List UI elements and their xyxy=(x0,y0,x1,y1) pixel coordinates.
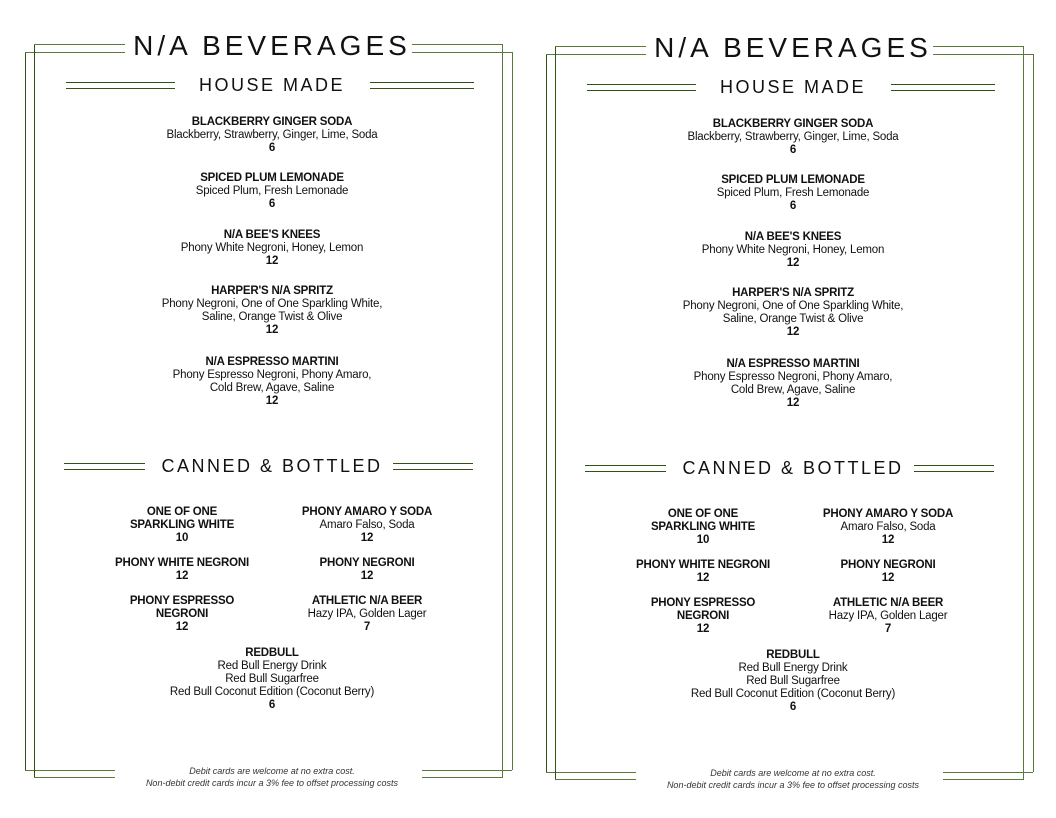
item-price: 6 xyxy=(789,200,797,212)
item-price: 10 xyxy=(175,532,189,544)
item-price: 12 xyxy=(696,572,710,584)
item-name: BLACKBERRY GINGER SODA xyxy=(191,116,353,128)
menu-item xyxy=(521,358,1056,410)
item-name: ATHLETIC N/A BEER xyxy=(832,597,944,609)
item-name: REDBULL xyxy=(245,647,299,659)
item-name: PHONY NEGRONI xyxy=(840,559,936,571)
menu-item xyxy=(82,506,282,545)
item-name: PHONY ESPRESSO NEGRONI xyxy=(129,595,235,620)
menu-item xyxy=(603,597,803,636)
item-name: PHONY WHITE NEGRONI xyxy=(115,557,249,569)
item-desc: Amaro Falso, Soda xyxy=(840,521,936,533)
item-name: N/A BEE'S KNEES xyxy=(223,229,321,241)
menu-item xyxy=(0,647,544,712)
item-desc: Phony Negroni, One of One Sparkling White, Saline, Orange Twist & Olive xyxy=(682,300,904,325)
item-name: PHONY AMARO Y SODA xyxy=(822,508,954,520)
section-heading-house-made: HOUSE MADE xyxy=(198,75,346,95)
item-name: PHONY ESPRESSO NEGRONI xyxy=(650,597,756,622)
item-name: REDBULL xyxy=(766,649,820,661)
item-price: 6 xyxy=(268,699,276,711)
item-name: HARPER'S N/A SPRITZ xyxy=(732,287,854,299)
item-price: 7 xyxy=(363,621,371,633)
menu-item xyxy=(82,595,282,634)
menu-item xyxy=(521,649,1056,714)
item-desc: Spiced Plum, Fresh Lemonade xyxy=(195,185,349,197)
item-price: 12 xyxy=(175,621,189,633)
item-desc: Phony White Negroni, Honey, Lemon xyxy=(180,242,364,254)
item-price: 6 xyxy=(789,701,797,713)
item-price: 12 xyxy=(265,255,279,267)
menu-item xyxy=(788,597,988,636)
menu-item xyxy=(521,287,1056,339)
menu-item xyxy=(521,231,1056,270)
item-name: PHONY NEGRONI xyxy=(319,557,415,569)
payment-note-line2: Non-debit credit cards incur a 3% fee to offset processing costs xyxy=(666,780,920,790)
item-desc: Spiced Plum, Fresh Lemonade xyxy=(716,187,870,199)
menu-item xyxy=(0,356,544,408)
menu-page xyxy=(521,2,1049,818)
item-desc: Blackberry, Strawberry, Ginger, Lime, Soda xyxy=(166,129,378,141)
item-price: 12 xyxy=(786,397,800,409)
item-desc: Phony Espresso Negroni, Phony Amaro, Cold Brew, Agave, Saline xyxy=(172,369,372,394)
item-price: 6 xyxy=(268,198,276,210)
item-desc: Hazy IPA, Golden Lager xyxy=(307,608,427,620)
item-price: 6 xyxy=(268,142,276,154)
payment-note xyxy=(521,767,1056,791)
item-price: 12 xyxy=(881,572,895,584)
item-price: 12 xyxy=(175,570,189,582)
section-heading-canned: CANNED & BOTTLED xyxy=(161,456,383,476)
item-price: 12 xyxy=(265,324,279,336)
section-heading-canned: CANNED & BOTTLED xyxy=(682,458,904,478)
payment-note xyxy=(0,765,544,789)
menu-title: N/A BEVERAGES xyxy=(133,30,411,61)
item-name: ONE OF ONE SPARKLING WHITE xyxy=(129,506,235,531)
item-price: 12 xyxy=(881,534,895,546)
item-name: HARPER'S N/A SPRITZ xyxy=(211,285,333,297)
menu-page xyxy=(0,0,528,816)
item-name: BLACKBERRY GINGER SODA xyxy=(712,118,874,130)
item-price: 12 xyxy=(360,532,374,544)
item-desc: Amaro Falso, Soda xyxy=(319,519,415,531)
menu-item xyxy=(0,285,544,337)
item-price: 12 xyxy=(786,326,800,338)
item-desc: Hazy IPA, Golden Lager xyxy=(828,610,948,622)
item-name: PHONY WHITE NEGRONI xyxy=(636,559,770,571)
item-name: PHONY AMARO Y SODA xyxy=(301,506,433,518)
item-name: SPICED PLUM LEMONADE xyxy=(200,172,344,184)
item-price: 12 xyxy=(696,623,710,635)
menu-item xyxy=(82,557,282,583)
item-name: N/A ESPRESSO MARTINI xyxy=(726,358,860,370)
menu-item xyxy=(0,172,544,211)
item-desc: Phony Espresso Negroni, Phony Amaro, Cold Brew, Agave, Saline xyxy=(693,371,893,396)
menu-item xyxy=(603,559,803,585)
item-name: ONE OF ONE SPARKLING WHITE xyxy=(650,508,756,533)
item-price: 6 xyxy=(789,144,797,156)
payment-note-line2: Non-debit credit cards incur a 3% fee to offset processing costs xyxy=(145,778,399,788)
menu-item xyxy=(0,116,544,155)
item-price: 12 xyxy=(265,395,279,407)
menu-title: N/A BEVERAGES xyxy=(654,32,932,63)
menu-item xyxy=(788,559,988,585)
menu-item xyxy=(603,508,803,547)
section-heading-house-made: HOUSE MADE xyxy=(719,77,867,97)
menu-item xyxy=(267,557,467,583)
item-price: 12 xyxy=(786,257,800,269)
payment-note-line1: Debit cards are welcome at no extra cost. xyxy=(189,766,355,776)
menu-item xyxy=(267,506,467,545)
item-price: 12 xyxy=(360,570,374,582)
menu-item xyxy=(521,118,1056,157)
item-desc: Red Bull Energy Drink Red Bull Sugarfree Red Bull Coconut Edition (Coconut Berry) xyxy=(169,660,375,698)
menu-item xyxy=(0,229,544,268)
item-desc: Blackberry, Strawberry, Ginger, Lime, Soda xyxy=(687,131,899,143)
item-price: 7 xyxy=(884,623,892,635)
item-name: ATHLETIC N/A BEER xyxy=(311,595,423,607)
menu-item xyxy=(267,595,467,634)
menu-item xyxy=(788,508,988,547)
menu-item xyxy=(521,174,1056,213)
item-name: N/A ESPRESSO MARTINI xyxy=(205,356,339,368)
item-desc: Red Bull Energy Drink Red Bull Sugarfree Red Bull Coconut Edition (Coconut Berry) xyxy=(690,662,896,700)
item-price: 10 xyxy=(696,534,710,546)
payment-note-line1: Debit cards are welcome at no extra cost. xyxy=(710,768,876,778)
item-desc: Phony Negroni, One of One Sparkling White, Saline, Orange Twist & Olive xyxy=(161,298,383,323)
item-name: SPICED PLUM LEMONADE xyxy=(721,174,865,186)
item-desc: Phony White Negroni, Honey, Lemon xyxy=(701,244,885,256)
item-name: N/A BEE'S KNEES xyxy=(744,231,842,243)
